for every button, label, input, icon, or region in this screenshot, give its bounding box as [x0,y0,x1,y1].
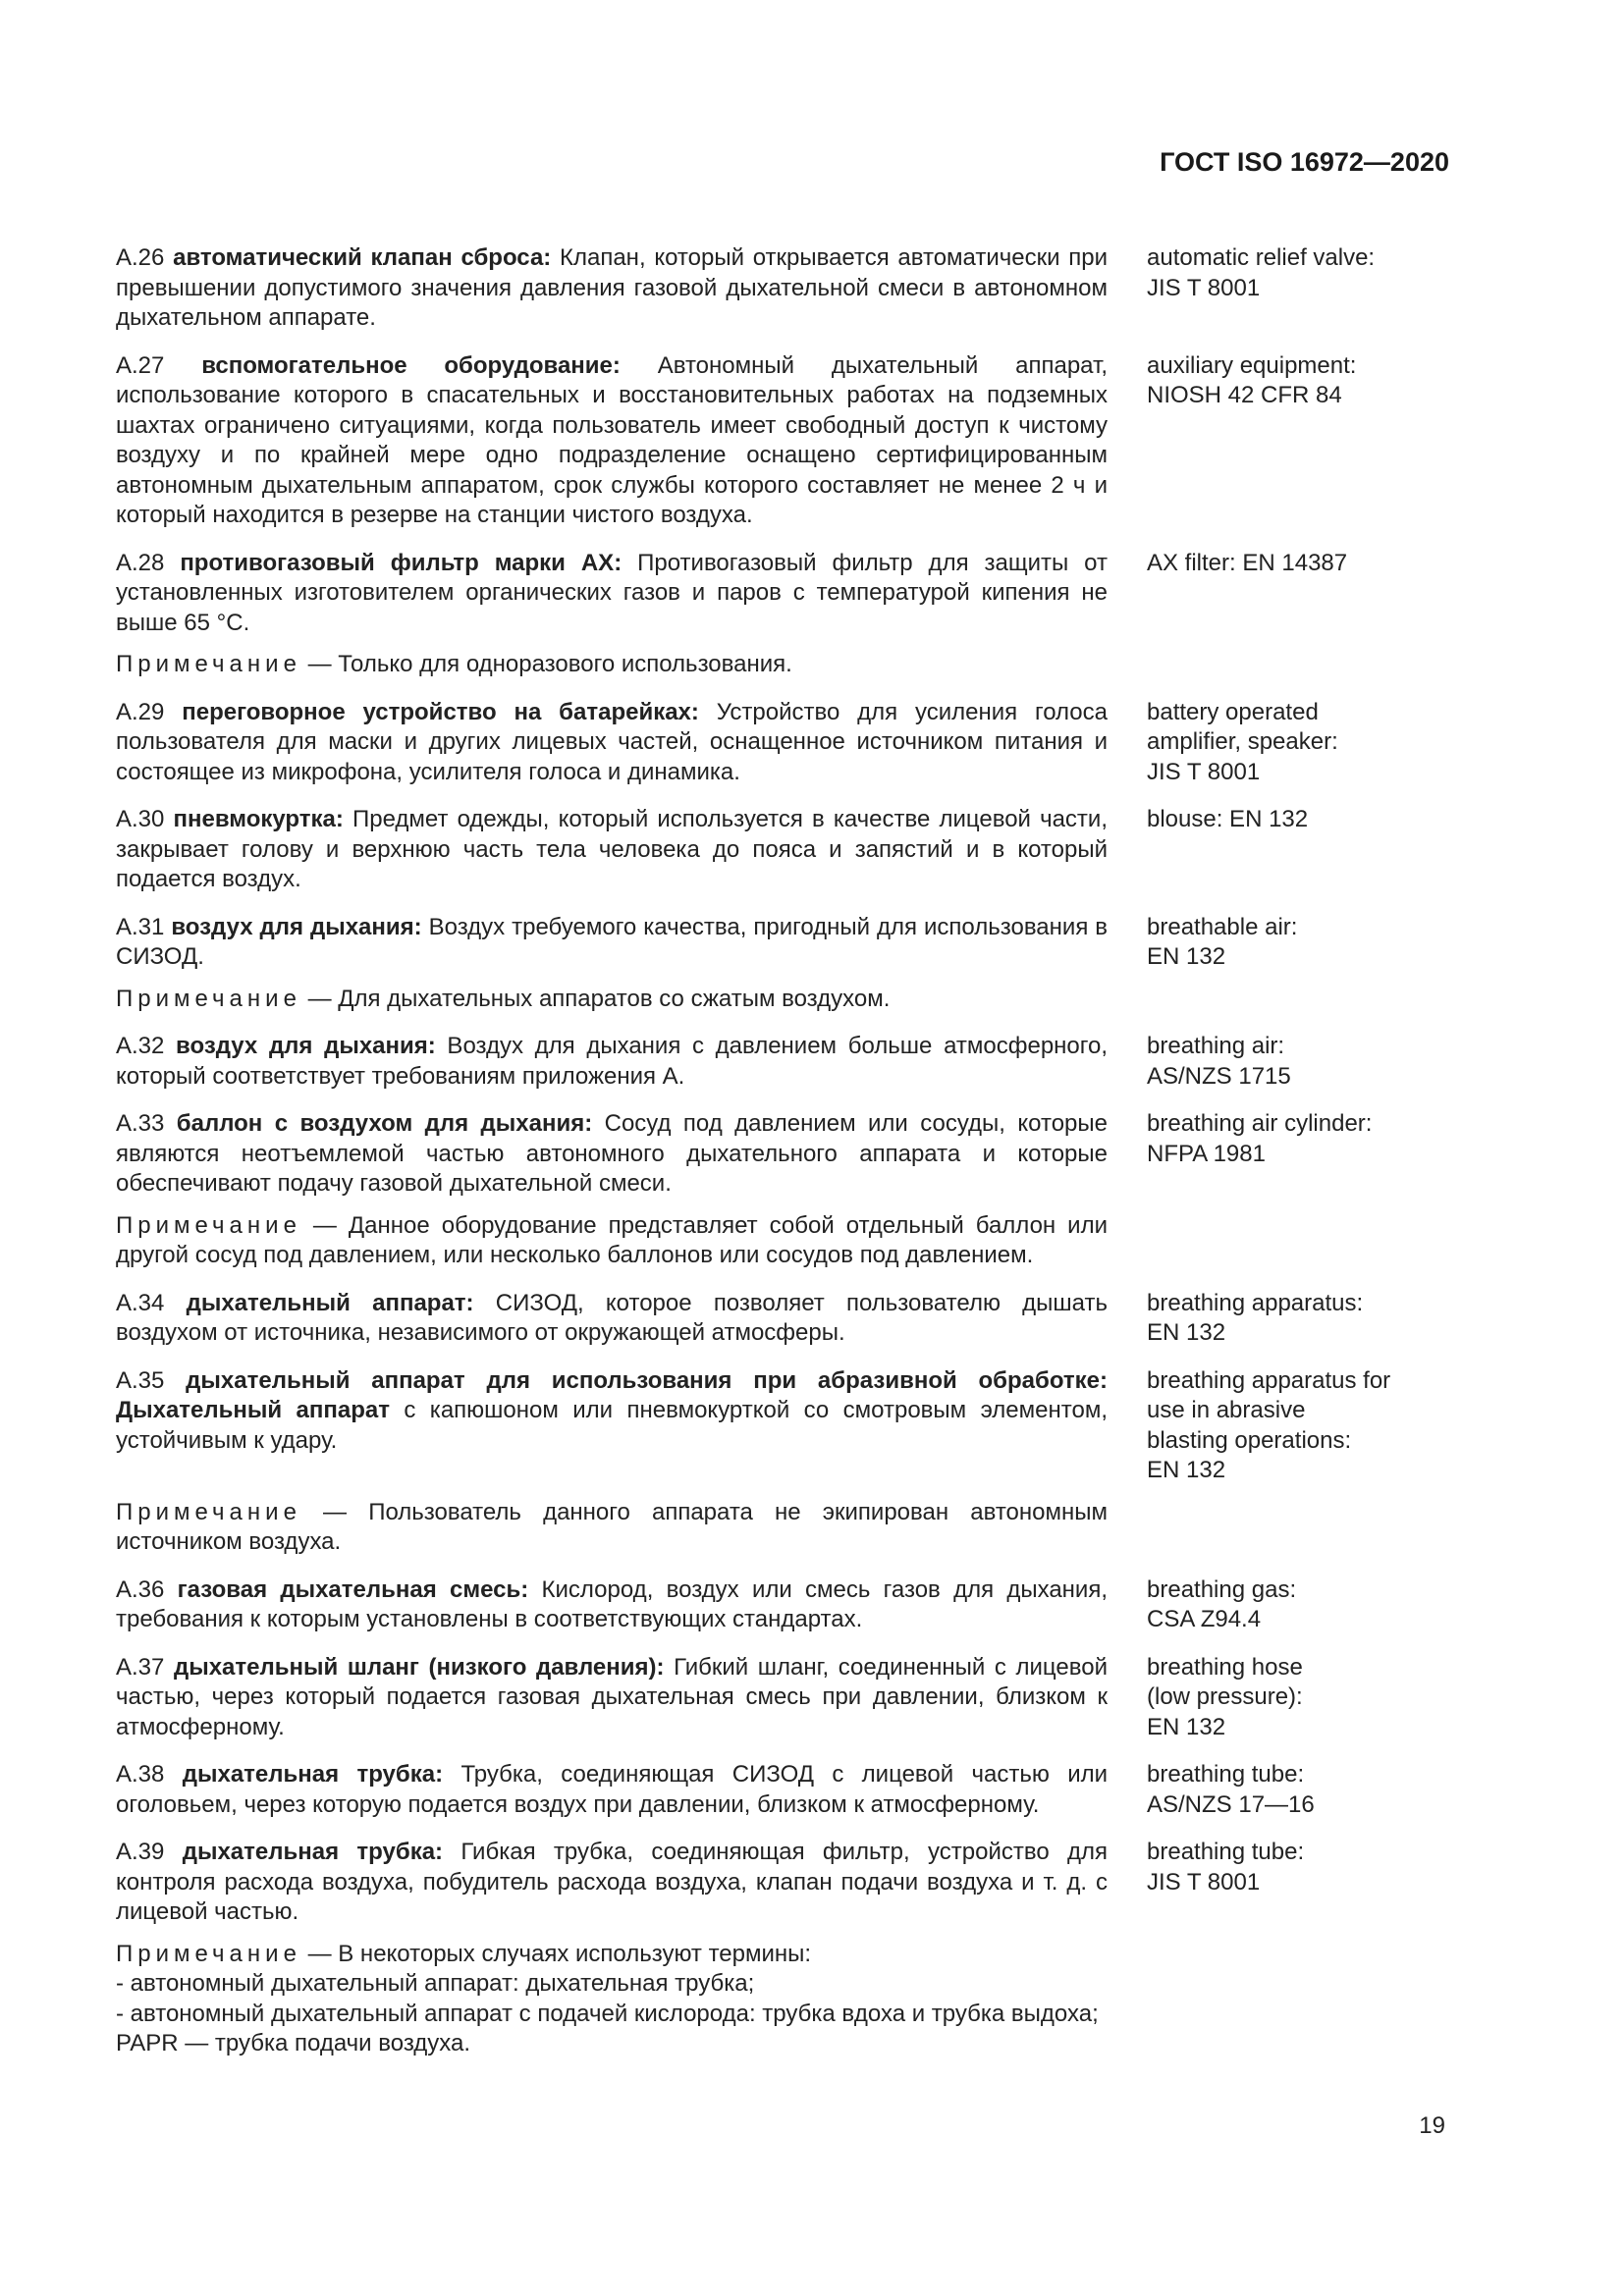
term-source [1147,1289,1432,1349]
source-line: NFPA 1981 [1147,1140,1266,1167]
term-number: А.28 [116,549,181,576]
note-label: Примечание [116,1211,301,1239]
note-row [116,985,1432,1015]
term-number: А.29 [116,698,183,725]
term-text: Клапан, который открывается автоматически при превышении допустимого значения давления газовой дыхательной смеси в автономном дыхательном аппарате. [116,244,1108,331]
term-text: Автономный дыхательный аппарат, использование которого в спасательных и восстановительных работах на подземных шахтах ограничено ситуациями, когда пользователь имеет свободный доступ к чистому воздуху и по крайней мере одно подразделение оснащено сертифицированным автономным дыхательным аппаратом, срок службы которого составляет не менее 2 ч и который находится в резерве на станции чистого воздуха. [116,351,1108,528]
term-source [1147,698,1432,788]
term-source [1147,1653,1432,1743]
source-line: AS/NZS 1715 [1147,1062,1291,1090]
term-number: А.38 [116,1761,183,1788]
term-name: воздух для дыхания: [176,1033,436,1059]
term-name: дыхательная трубка: [182,1839,444,1865]
source-line: (low pressure): [1147,1683,1303,1710]
term-source [1147,805,1432,835]
term-number: А.39 [116,1839,183,1865]
term-number: А.32 [116,1033,177,1059]
term-text: Гибкая трубка, соединяющая фильтр, устройство для контроля расхода воздуха, побудитель расхода воздуха, клапан подачи воздуха и т. д. с лицевой частью. [116,1839,1109,1925]
term-source [1147,1109,1432,1169]
note-row [116,1498,1432,1558]
term-definition [116,1032,1108,1092]
term-definition [116,1838,1108,1928]
note-row [116,1211,1432,1271]
source-line: EN 132 [1147,1319,1226,1346]
source-line: breathing gas: [1147,1575,1297,1603]
term-text: Воздух для дыхания с давлением больше атмосферного, который соответствует требованиям приложения А. [116,1033,1109,1090]
source-line: use in abrasive [1147,1397,1306,1423]
term-source [1147,243,1432,303]
source-line: breathing tube: [1147,1839,1305,1865]
note-text: — Только для одноразового использования. [300,651,792,677]
note-line-row [116,2029,1432,2059]
term-entry [116,1109,1432,1200]
source-line: breathing tube: [1147,1761,1305,1788]
term-number: А.31 [116,913,172,940]
note-text: — Пользователь данного аппарата не экипирован автономным источником воздуха. [116,1498,1108,1555]
term-text: Воздух требуемого качества, пригодный для использования в СИЗОД. [116,913,1109,970]
note [116,1940,1108,1970]
term-source [1147,1838,1432,1897]
term-definition [116,1575,1108,1635]
note-label: Примечание [116,1940,301,1967]
source-line: battery operated [1147,698,1319,725]
source-line: AS/NZS 17—16 [1147,1790,1315,1818]
term-entry [116,1575,1432,1635]
term-entry [116,1289,1432,1349]
term-definition [116,1289,1108,1349]
note-label: Примечание [116,651,301,677]
term-definition [116,1653,1108,1743]
source-line: JIS T 8001 [1147,274,1261,301]
source-line: blouse: EN 132 [1147,806,1309,832]
term-definition [116,243,1108,334]
term-source [1147,913,1432,973]
note-line: - автономный дыхательный аппарат с подачей кислорода: трубка вдоха и трубка выдоха; [116,2000,1099,2027]
term-entry [116,1653,1432,1743]
term-name: переговорное устройство на батарейках: [182,698,699,725]
source-line: NIOSH 42 CFR 84 [1147,382,1342,408]
term-number: А.26 [116,244,174,271]
term-entry [116,1366,1432,1486]
term-text: СИЗОД, которое позволяет пользователю дышать воздухом от источника, независимого от окружающей атмосферы. [116,1289,1108,1346]
term-entry [116,243,1432,334]
term-name: дыхательная трубка: [182,1761,444,1788]
term-definition [116,805,1108,895]
term-source [1147,1032,1432,1092]
source-line: auxiliary equipment: [1147,351,1357,379]
term-name: вспомогательное оборудование: [201,351,621,379]
note [116,1498,1108,1558]
note-label: Примечание [116,985,301,1012]
term-definition [116,913,1108,973]
term-name: дыхательный шланг (низкого давления): [173,1653,665,1681]
source-line: JIS T 8001 [1147,1868,1261,1896]
source-line: EN 132 [1147,1713,1226,1740]
source-line: amplifier, speaker: [1147,728,1338,755]
term-source [1147,549,1432,579]
term-entry [116,351,1432,531]
term-name: противогазовый фильтр марки АХ: [180,549,623,576]
term-number: А.36 [116,1575,178,1603]
term-name: газовая дыхательная смесь: [177,1575,529,1603]
term-source [1147,1760,1432,1820]
term-text: Гибкий шланг, соединенный с лицевой частью, через который подается газовая дыхательная смесь при давлении, близком к атмосферному. [116,1653,1108,1740]
term-number: А.37 [116,1653,174,1681]
source-line: breathing apparatus: [1147,1289,1364,1316]
note-text: — Для дыхательных аппаратов со сжатым воздухом. [300,985,891,1012]
term-name: автоматический клапан сброса: [173,244,552,271]
term-name: дыхательный аппарат для использования при абразивной обработке: Дыхательный аппарат [116,1366,1109,1423]
term-number: А.33 [116,1110,177,1137]
note [116,985,1108,1015]
term-entry [116,1032,1432,1092]
note-text: — В некоторых случаях используют термины: [300,1940,812,1967]
term-source [1147,1575,1432,1635]
source-line: JIS T 8001 [1147,758,1261,785]
term-entry [116,805,1432,895]
term-entry [116,913,1432,973]
term-text: Предмет одежды, который используется в качестве лицевой части, закрывает голову и верхнюю часть тела человека до пояса и запястий и в который подается воздух. [116,806,1108,892]
term-number: А.35 [116,1366,187,1394]
source-line: breathing air: [1147,1033,1285,1059]
source-line: EN 132 [1147,943,1226,970]
term-text: Устройство для усиления голоса пользователя для маски и других лицевых частей, оснащенное источником питания и состоящее из микрофона, усилителя голоса и динамика. [116,698,1108,785]
note-row [116,1940,1432,1970]
term-definition [116,1760,1108,1820]
term-number: А.34 [116,1289,187,1316]
term-text: Трубка, соединяющая СИЗОД с лицевой частью или оголовьем, через которую подается воздух при давлении, близком к атмосферному. [116,1761,1109,1818]
note-line: PAPR — трубка подачи воздуха. [116,2030,471,2056]
source-line: breathing apparatus for [1147,1366,1391,1394]
term-number: А.30 [116,806,174,832]
note-line-row [116,1969,1432,2000]
source-line: breathable air: [1147,913,1298,940]
source-line: blasting operations: [1147,1426,1352,1454]
term-name: баллон с воздухом для дыхания: [176,1110,593,1137]
term-source [1147,1366,1432,1486]
term-entry [116,698,1432,788]
term-name: воздух для дыхания: [171,913,422,940]
source-line: AX filter: EN 14387 [1147,549,1348,576]
document-header: ГОСТ ISO 16972—2020 [1160,147,1449,177]
page-number: 19 [1419,2112,1445,2139]
term-number: А.27 [116,351,202,379]
term-text: Кислород, воздух или смесь газов для дыхания, требования к которым установлены в соответствующих стандартах. [116,1575,1109,1632]
note-row [116,650,1432,680]
term-entry [116,1838,1432,1928]
term-name: пневмокуртка: [173,806,344,832]
source-line: breathing air cylinder: [1147,1110,1373,1137]
source-line: breathing hose [1147,1653,1303,1681]
source-line: EN 132 [1147,1457,1226,1483]
term-text: с капюшоном или пневмокурткой со смотровым элементом, устойчивым к удару. [116,1397,1108,1454]
term-text: Сосуд под давлением или сосуды, которые являются неотъемлемой частью автономного дыхательного аппарата и которые обеспечивают подачу газовой дыхательной смеси. [116,1110,1108,1197]
term-text: Противогазовый фильтр для защиты от установленных изготовителем органических газов и паров с температурой кипения не выше 65 °C. [116,549,1108,636]
term-definition [116,1109,1108,1200]
term-definition [116,549,1108,639]
note-label: Примечание [116,1498,301,1525]
source-line: CSA Z94.4 [1147,1606,1262,1632]
term-entry [116,1760,1432,1820]
term-definition [116,351,1108,531]
note-line-row [116,2000,1432,2030]
note [116,1211,1108,1271]
source-line: automatic relief valve: [1147,244,1376,271]
note-line: - автономный дыхательный аппарат: дыхательная трубка; [116,1970,755,1997]
terms-list [116,243,1432,2059]
term-name: дыхательный аппарат: [186,1289,474,1316]
term-definition [116,1366,1108,1457]
note [116,650,1108,680]
term-definition [116,698,1108,788]
note-text: — Данное оборудование представляет собой отдельный баллон или другой сосуд под давлением, или несколько баллонов или сосудов под давлением. [116,1211,1108,1268]
term-source [1147,351,1432,411]
term-entry [116,549,1432,639]
